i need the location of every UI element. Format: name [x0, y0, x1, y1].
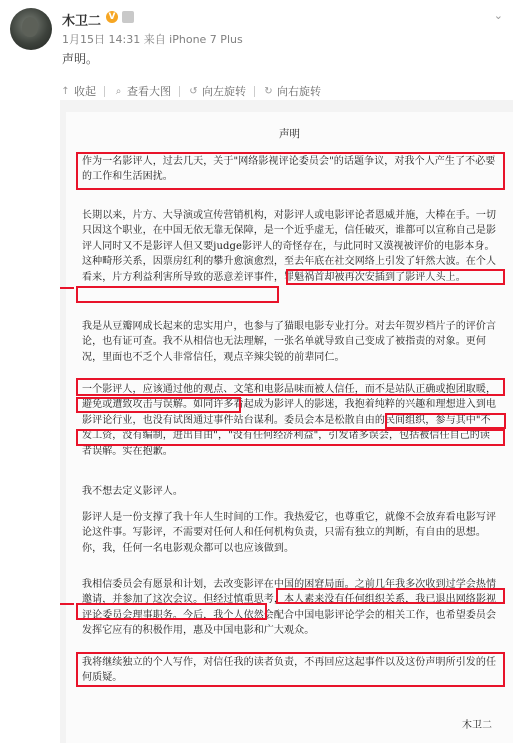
- post-text: 声明。: [62, 52, 99, 66]
- rotate-right-icon: ↻: [264, 85, 273, 97]
- rotate-right-label: 向右旋转: [277, 85, 321, 98]
- toolbar-divider: [254, 86, 255, 97]
- verified-badge-icon: V: [106, 11, 118, 23]
- chevron-down-icon[interactable]: ⌄: [493, 9, 503, 22]
- paragraph-6: 影评人是一份支撑了我十年人生时间的工作。我热爱它，也尊重它，就像不会放弃看电影写评论这件事。写影评，不需要对任何人和任何机构负责，只需有独立的判断，有自由的思想。你，我，任何一名电影观众都可以也应该做到。: [82, 512, 497, 554]
- statement-image[interactable]: [66, 112, 513, 743]
- avatar[interactable]: [10, 8, 52, 50]
- signature: 木卫二: [462, 720, 492, 731]
- underline-mark: [60, 287, 74, 289]
- paragraph-4: 一个影评人，应该通过他的观点、文笔和电影品味而被人信任，而不是站队正确或抱团取暖，避免或遭致攻击与误解。如同许多看起成为影评人的影迷，我抱着纯粹的兴趣和理想进入到电影评论行业，也没有试图通过事件站台谋利。委员会本是松散自由的民间组织，参与其中"不发工资，没有编制，进出自由"，"没有任何经济利益"，引发诸多误会，包括被信任自己的读者误解。实在抱歉。: [82, 384, 497, 457]
- collapse-label: 收起: [74, 85, 96, 98]
- post-header: [0, 0, 513, 100]
- underline-mark: [60, 603, 74, 605]
- paragraph-7: 我相信委员会有愿景和计划，去改变影评在中国的困窘局面。之前几年我多次收到过学会热情邀请，并参加了这次会议。但经过慎重思考，本人素来没有任何组织关系，我已退出网络影视评论委员会理事职务。今后，我个人依然会配合中国电影评论学会的相关工作，也希望委员会发挥它应有的积极作用，惠及中国电影和广大观众。: [82, 579, 497, 637]
- view-large-button[interactable]: [113, 83, 171, 99]
- collapse-button[interactable]: [60, 83, 96, 99]
- paragraph-2: 长期以来，片方、大导演或宣传营销机构，对影评人或电影评论者恩威并施，大棒在手。一切只因这个职业，在中国无依无靠无保障，是一个近乎虚无，信任破灭，谁都可以宣称自己是影评人同时又不是影评人但又要judge影评人的奇怪存在，与此同时又漠视被评价的电影本身。这种畸形关系，因票房红利的攀升愈演愈烈，至去年底在社交网络上引发了轩然大波。在个人看来，片方利益利害所导致的恶意差评事件，罪魁祸首却被再次安插到了影评人头上。: [82, 210, 497, 283]
- paragraph-5: 我不想去定义影评人。: [82, 486, 183, 497]
- view-large-label: 查看大图: [127, 85, 171, 98]
- magnifier-icon: ⌕: [115, 85, 122, 97]
- rotate-right-button[interactable]: [263, 83, 321, 99]
- rotate-left-button[interactable]: [188, 83, 246, 99]
- rotate-left-label: 向左旋转: [202, 85, 246, 98]
- paragraph-1: 作为一名影评人，过去几天，关于"网络影视评论委员会"的话题争议，对我个人产生了不必要的工作和生活困扰。: [82, 156, 496, 183]
- image-toolbar: [60, 82, 321, 100]
- toolbar-divider: [104, 86, 105, 97]
- paragraph-8: 我将继续独立的个人写作，对信任我的读者负责，不再回应这起事件以及这份声明所引发的任何质疑。: [82, 657, 497, 684]
- rotate-left-icon: ↺: [189, 85, 198, 97]
- member-icon: [122, 11, 134, 23]
- arrow-up-icon: ↑: [61, 85, 70, 97]
- post-meta: 1月15日 14:31 来自 iPhone 7 Plus: [62, 33, 243, 46]
- username[interactable]: 木卫二: [62, 14, 102, 29]
- toolbar-divider: [179, 86, 180, 97]
- statement-title: 声明: [279, 128, 300, 140]
- paragraph-3: 我是从豆瓣网成长起来的忠实用户，也参与了猫眼电影专业打分。对去年贺岁档片子的评价言论，也有证可查。我不从相信也无法理解，一张名单就导致自己变成了被指责的对象。更何况，里面也不乏个人非常信任，观点辛辣尖锐的前辈同仁。: [82, 321, 497, 363]
